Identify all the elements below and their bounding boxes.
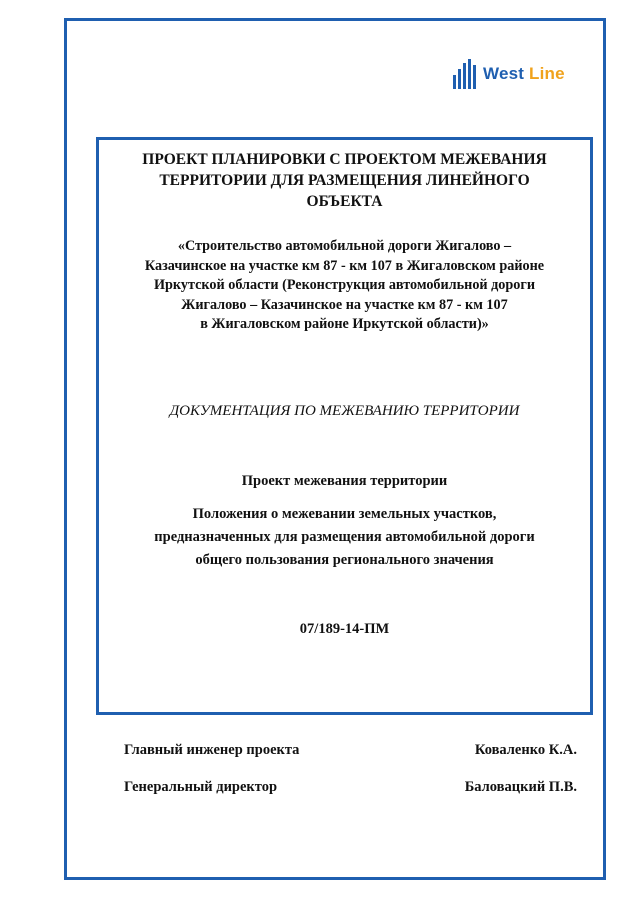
signature-role: Главный инженер проекта <box>124 742 300 758</box>
project-name-line: в Жигаловском районе Иркутской области)» <box>200 316 489 332</box>
project-name-line: Иркутской области (Реконструкция автомобильной дороги <box>153 277 536 293</box>
document-code: 07/189-14-ПМ <box>299 621 390 637</box>
provisions-line: предназначенных для размещения автомобильной дороги <box>154 529 535 545</box>
project-name-line: Казачинское на участке км 87 - км 107 в Жигаловском районе <box>144 257 545 274</box>
documentation-section-heading: ДОКУМЕНТАЦИЯ ПО МЕЖЕВАНИЮ ТЕРРИТОРИИ <box>169 403 520 419</box>
project-name <box>96 237 593 335</box>
signature-name: Баловацкий П.В. <box>464 779 577 795</box>
company-logo <box>453 54 603 94</box>
signature-role: Генеральный директор <box>124 779 278 795</box>
logo-wordmark <box>483 64 565 84</box>
barcode-bars-icon <box>453 59 478 89</box>
title-line: ОБЪЕКТА <box>306 193 383 210</box>
provisions-line: общего пользования регионального значения <box>195 552 494 568</box>
title-line: ПРОЕКТ ПЛАНИРОВКИ С ПРОЕКТОМ МЕЖЕВАНИЯ <box>142 151 547 168</box>
project-name-line: Жигалово – Казачинское на участке км 87 - км 107 <box>181 296 508 313</box>
document-subtitle: Проект межевания территории <box>241 473 448 489</box>
document-title <box>96 149 593 212</box>
project-name-line: «Строительство автомобильной дороги Жигалово – <box>177 238 512 254</box>
title-line: ТЕРРИТОРИИ ДЛЯ РАЗМЕЩЕНИЯ ЛИНЕЙНОГО <box>159 172 530 189</box>
logo-line-text: Line <box>529 64 565 83</box>
signature-name: Коваленко К.А. <box>474 742 577 758</box>
logo-west-text: West <box>483 64 525 83</box>
provisions-line: Положения о межевании земельных участков, <box>192 506 497 522</box>
provisions-heading <box>96 503 593 572</box>
